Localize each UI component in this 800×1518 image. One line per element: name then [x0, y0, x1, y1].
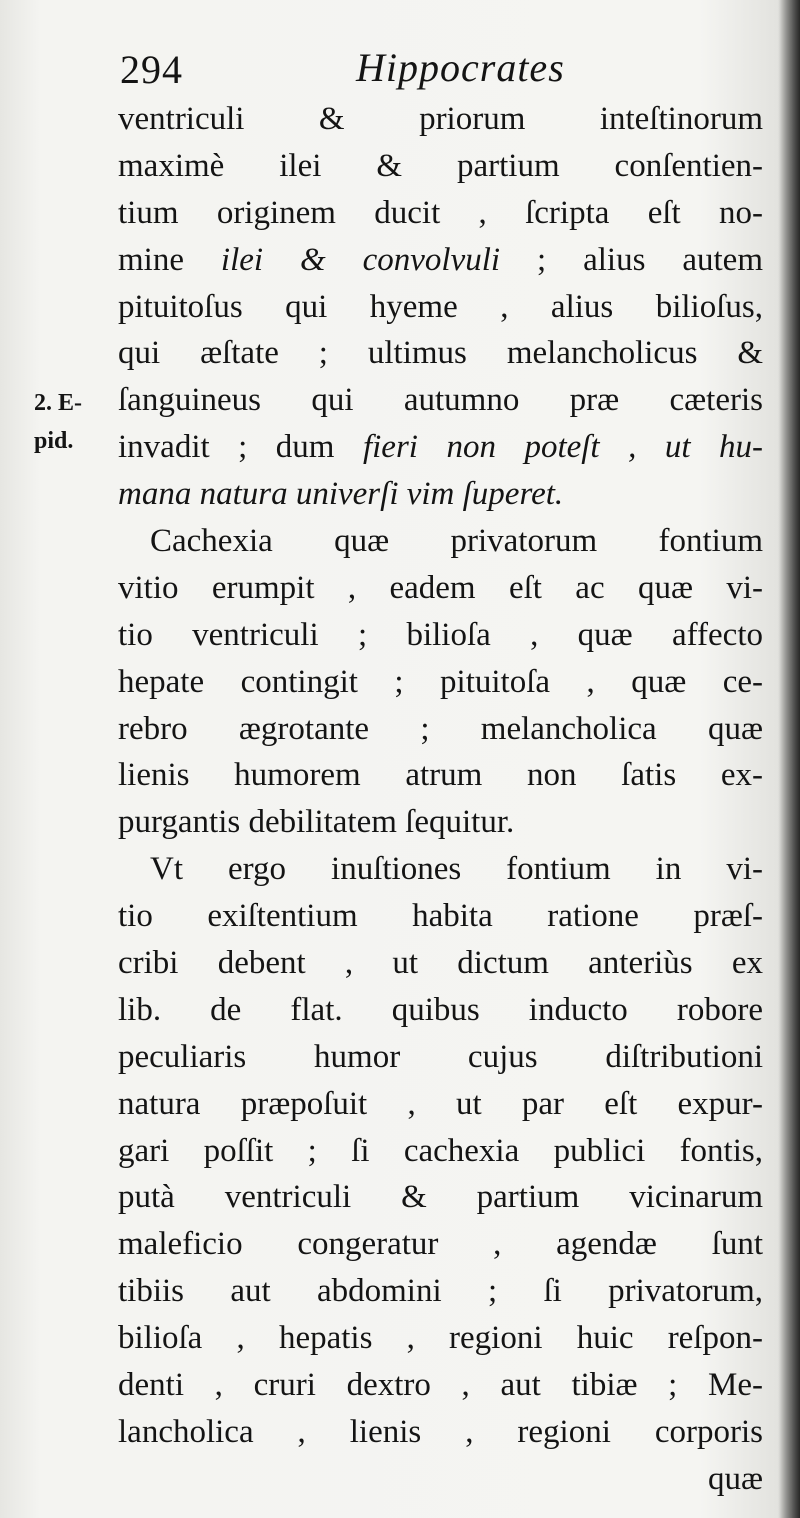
page-edge-shadow — [778, 0, 800, 1518]
text-line — [118, 987, 763, 1034]
text-run: purgantis debilitatem ſequitur. — [118, 804, 515, 841]
text-run: tium originem ducit , ſcripta eſt no- — [118, 194, 763, 231]
margin-note — [34, 384, 114, 460]
text-line — [118, 1221, 763, 1268]
text-line — [118, 377, 763, 424]
text-run: ſanguineus qui autumno præ cæteris — [118, 382, 763, 419]
text-run: invadit ; dum — [118, 429, 363, 466]
running-title: Hippocrates — [356, 45, 565, 90]
text-line — [118, 143, 763, 190]
body-text — [118, 96, 763, 1503]
text-line — [118, 284, 763, 331]
text-run: maximè ilei & partium conſentien- — [118, 147, 763, 184]
text-run: vitio erumpit , eadem eſt ac quæ vi- — [118, 569, 763, 606]
text-run: qui æſtate ; ultimus melancholicus & — [118, 335, 763, 372]
text-line — [118, 565, 763, 612]
text-line — [118, 518, 763, 565]
text-run: ; alius autem — [500, 241, 763, 278]
text-line — [118, 1362, 763, 1409]
page-number: 294 — [120, 47, 183, 92]
text-run: natura præpoſuit , ut par eſt expur- — [118, 1085, 763, 1122]
italic-run: mana natura univerſi vim ſuperet. — [118, 476, 564, 513]
italic-run: fieri non poteſt , ut hu- — [362, 429, 763, 466]
text-line — [118, 752, 763, 799]
text-run: rebro ægrotante ; melancholica quæ — [118, 710, 763, 747]
text-run: tio ventriculi ; bilioſa , quæ affecto — [118, 616, 763, 653]
catchword — [118, 1456, 763, 1503]
text-line — [118, 1128, 763, 1175]
text-line — [118, 893, 763, 940]
text-run: lienis humorem atrum non ſatis ex- — [118, 757, 763, 794]
text-line — [118, 659, 763, 706]
text-line — [118, 190, 763, 237]
text-run: Vt ergo inuſtiones fontium in vi- — [150, 851, 763, 888]
text-run: lancholica , lienis , regioni corporis — [118, 1413, 763, 1450]
text-line — [118, 424, 763, 471]
text-line — [118, 1081, 763, 1128]
italic-run: ilei & convolvuli — [220, 241, 501, 278]
text-run: tibiis aut abdomini ; ſi privatorum, — [118, 1273, 763, 1310]
text-line — [118, 799, 763, 846]
text-run: maleficio congeratur , agendæ ſunt — [118, 1226, 763, 1263]
text-run: ventriculi & priorum inteſtinorum — [118, 101, 763, 137]
text-line — [118, 96, 763, 143]
text-line — [118, 471, 763, 518]
text-line — [118, 1409, 763, 1456]
text-run: bilioſa , hepatis , regioni huic reſpon- — [118, 1320, 763, 1357]
text-run: quæ — [707, 1460, 763, 1497]
text-run: pituitoſus qui hyeme , alius bilioſus, — [118, 288, 763, 325]
text-run: tio exiſtentium habita ratione præſ- — [118, 898, 763, 935]
text-run: cribi debent , ut dictum anteriùs ex — [118, 945, 763, 982]
text-run: mine — [118, 241, 221, 278]
text-run: peculiaris humor cujus diſtributioni — [118, 1038, 763, 1075]
text-line — [118, 237, 763, 284]
text-line — [118, 1034, 763, 1081]
text-run: denti , cruri dextro , aut tibiæ ; Me- — [118, 1367, 763, 1404]
text-line — [118, 940, 763, 987]
text-run: putà ventriculi & partium vicinarum — [118, 1179, 763, 1216]
margin-note-line: pid. — [34, 428, 74, 454]
text-line — [118, 1268, 763, 1315]
text-line — [118, 330, 763, 377]
text-run: gari poſſit ; ſi cachexia publici fontis, — [118, 1132, 763, 1169]
text-run: lib. de flat. quibus inducto robore — [118, 991, 763, 1028]
text-line — [118, 1174, 763, 1221]
page-header — [120, 40, 760, 100]
text-line — [118, 846, 763, 893]
text-run: hepate contingit ; pituitoſa , quæ ce- — [118, 663, 763, 700]
text-run: Cachexia quæ privatorum fontium — [150, 523, 763, 560]
text-line — [118, 706, 763, 753]
text-line — [118, 1315, 763, 1362]
margin-note-line: 2. E- — [34, 390, 82, 416]
text-line — [118, 612, 763, 659]
